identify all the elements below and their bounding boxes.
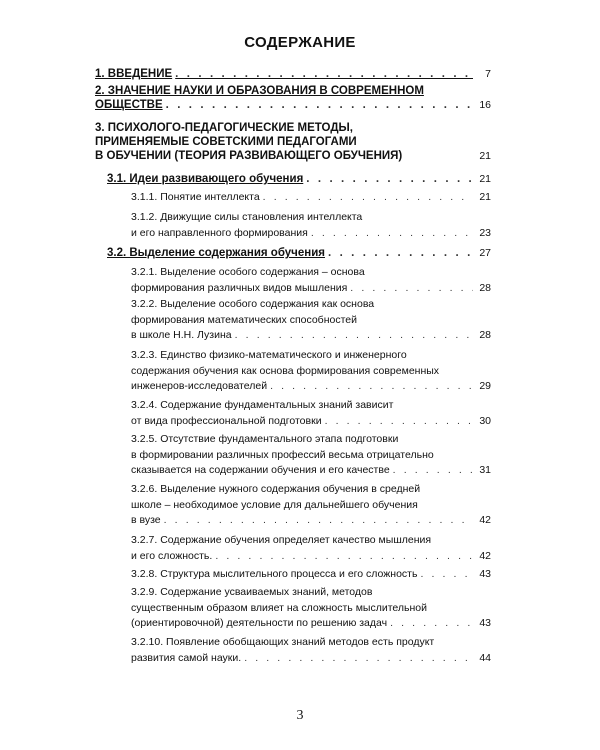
page-ref: 21 (479, 173, 491, 185)
leader-dots (390, 616, 473, 632)
toc-entry-text: и его направленного формирования (131, 226, 308, 239)
page-ref: 21 (479, 150, 491, 162)
toc-entry-3-2-2[interactable] (131, 297, 491, 344)
toc-entry-2[interactable] (95, 84, 491, 112)
toc-entry-text: (ориентировочной) деятельности по решению задач (131, 617, 388, 629)
toc-entry-3-2-7[interactable] (131, 533, 491, 564)
page-ref: 7 (485, 68, 491, 80)
toc-entry-3-2-8[interactable] (131, 567, 491, 583)
toc-entry-text: 3.2.4. Содержание фундаментальных знаний зависит (131, 399, 394, 411)
toc-entry-text: в формировании различных профессий весьма отрицательно (131, 448, 434, 461)
toc-entry-text: и его сложность. (131, 549, 213, 562)
toc-entry-text: от вида профессиональной подготовки (131, 414, 322, 427)
leader-dots (350, 281, 473, 297)
toc-entry-3-2[interactable] (107, 246, 491, 260)
toc-title: СОДЕРЖАНИЕ (244, 34, 356, 51)
toc-entry-text: 3.2.8. Структура мыслительного процесса и его сложность (131, 568, 418, 580)
toc-entry-text: сказывается на содержании обучения и его качестве (131, 464, 390, 476)
page-ref: 16 (479, 99, 491, 111)
page-ref: 42 (479, 514, 491, 526)
toc-entry-text: формирования математических способностей (131, 313, 357, 326)
page-ref: 29 (479, 380, 491, 392)
toc-entry-text: 3.2.1. Выделение особого содержания – основа (131, 266, 365, 278)
leader-dots (263, 190, 473, 206)
toc-entry-text: инженеров-исследователей (131, 380, 268, 392)
page-ref: 44 (479, 651, 491, 664)
page-ref: 43 (479, 568, 491, 580)
toc-entry-text: 3.2.9. Содержание усваиваемых знаний, методов (131, 586, 373, 598)
toc-entry-3-2-1[interactable] (131, 265, 491, 296)
page-ref: 30 (479, 414, 491, 427)
toc-entry-text: 3.2.10. Появление обобщающих знаний методов есть продукт (131, 636, 435, 648)
toc-entry-text: ОБЩЕСТВЕ (95, 99, 163, 111)
leader-dots (244, 651, 473, 667)
leader-dots (164, 513, 473, 529)
leader-dots (270, 379, 473, 395)
leader-dots (175, 67, 473, 81)
toc-entry-text: В ОБУЧЕНИИ (ТЕОРИЯ РАЗВИВАЮЩЕГО ОБУЧЕНИЯ) (95, 150, 403, 162)
toc-entry-text: существенным образом влияет на сложность мыслительной (131, 601, 427, 614)
toc-entry-text: 3.2.2. Выделение особого содержания как основа (131, 298, 375, 310)
page-ref: 28 (479, 281, 491, 294)
toc-entry-3[interactable] (95, 121, 491, 163)
toc-entry-text: формирования различных видов мышления (131, 281, 348, 294)
toc-entry-text: школе – необходимое условие для дальнейшего обучения (131, 498, 418, 511)
toc-entry-text: в школе Н.Н. Лузина (131, 329, 232, 341)
toc-entry-3-2-5[interactable] (131, 432, 491, 479)
page-ref: 27 (479, 247, 491, 259)
toc-entry-text: 1. ВВЕДЕНИЕ (95, 68, 173, 80)
toc-entry-3-2-10[interactable] (131, 635, 491, 666)
page-ref: 43 (479, 617, 491, 629)
toc-entry-3-2-4[interactable] (131, 398, 491, 429)
toc-entry-3-1-2[interactable] (131, 210, 491, 241)
toc-entry-text: развития самой науки. (131, 651, 242, 664)
page-ref: 42 (479, 549, 491, 562)
page-number: 3 (296, 708, 304, 723)
toc-entry-text: 3.2.5. Отсутствие фундаментального этапа подготовки (131, 433, 399, 445)
leader-dots (325, 414, 473, 430)
toc-entry-3-2-6[interactable] (131, 482, 491, 529)
page-ref: 28 (479, 329, 491, 341)
toc-entry-3-1[interactable] (107, 172, 491, 186)
toc-entry-text: 2. ЗНАЧЕНИЕ НАУКИ И ОБРАЗОВАНИЯ В СОВРЕМЕННОМ (95, 85, 424, 97)
toc-entry-text: 3.2.7. Содержание обучения определяет качество мышления (131, 534, 432, 546)
leader-dots (311, 226, 473, 242)
toc-entry-3-2-3[interactable] (131, 348, 491, 395)
toc-entry-text: ПРИМЕНЯЕМЫЕ СОВЕТСКИМИ ПЕДАГОГАМИ (95, 136, 357, 148)
toc-entry-text: 3.1.1. Понятие интеллекта (131, 191, 260, 203)
toc-entry-text: 3.2.3. Единство физико-математического и инженерного (131, 349, 407, 361)
leader-dots (393, 463, 473, 479)
toc-entry-3-1-1[interactable] (131, 190, 491, 206)
toc-entry-text: 3. ПСИХОЛОГО-ПЕДАГОГИЧЕСКИЕ МЕТОДЫ, (95, 122, 353, 134)
page-ref: 23 (479, 226, 491, 239)
leader-dots (235, 328, 473, 344)
toc-entry-text: 3.2.6. Выделение нужного содержания обучения в средней (131, 483, 421, 495)
toc-entry-text: 3.2. Выделение содержания обучения (107, 247, 325, 259)
toc-entry-text: 3.1. Идеи развивающего обучения (107, 173, 304, 185)
leader-dots (215, 549, 473, 565)
page-ref: 31 (479, 464, 491, 476)
toc-entry-text: содержания обучения как основа формирования современных (131, 364, 440, 377)
toc-entry-text: в вузе (131, 514, 161, 526)
leader-dots (328, 246, 473, 260)
leader-dots (420, 567, 473, 583)
toc-entry-1[interactable] (95, 67, 491, 81)
toc-entry-text: 3.1.2. Движущие силы становления интеллекта (131, 211, 363, 223)
page-ref: 21 (479, 191, 491, 203)
toc-entry-3-2-9[interactable] (131, 585, 491, 632)
leader-dots (306, 172, 473, 186)
leader-dots (166, 98, 473, 112)
